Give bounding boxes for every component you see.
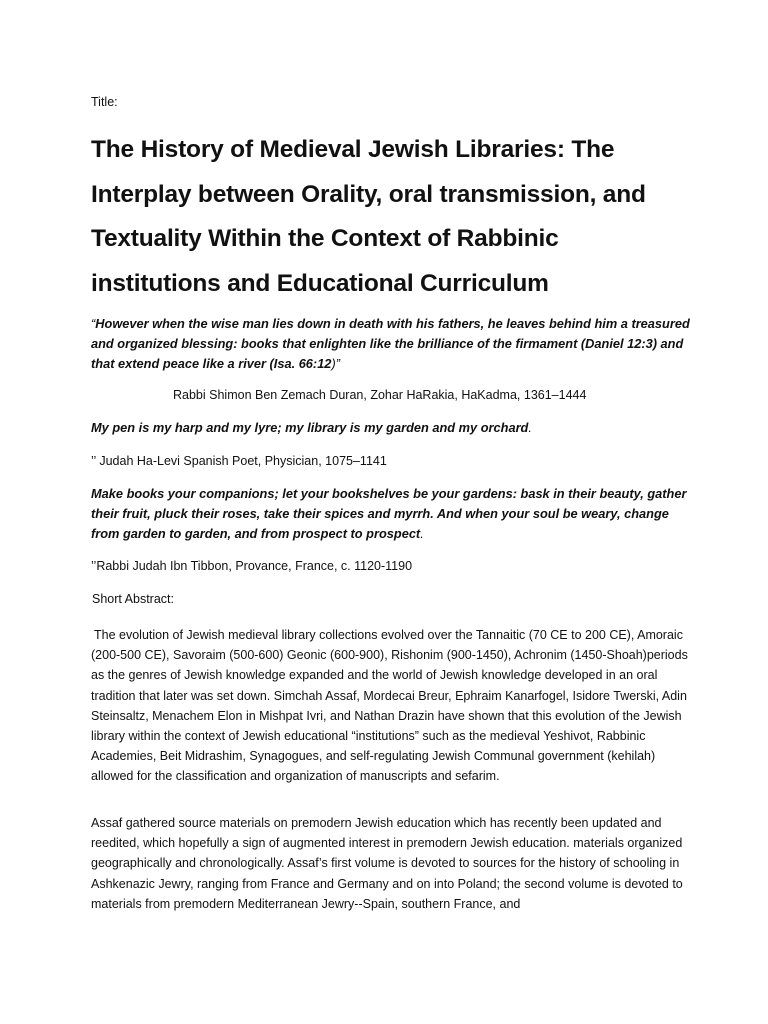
quote-1-text: However when the wise man lies down in death with his fathers, he leaves behind him a treasured and organized blessing: books that enlighten like the brilliance of the firmament (Daniel 12:3) and that extend peace like a river (Isa. 66:12 — [91, 316, 690, 371]
quote-1-close: )” — [331, 356, 340, 371]
quote-open-mark: “ — [91, 316, 96, 331]
abstract-paragraph-1: The evolution of Jewish medieval library collections evolved over the Tannaitic (70 CE to 200 CE), Amoraic (200-500 CE), Savoraim (500-600) Geonic (600-900), Rishonim (900-1450), Achronim (1450-Shoah)periods as the genres of Jewish knowledge expanded and the world of Jewish knowledge developed in an oral tradition that later was set down. Simchah Assaf, Mordecai Breur, Ephraim Kanarfogel, Isidore Twerski, Adin Steinsaltz, Menachem Elon in Mishpat Ivri, and Nathan Drazin have shown that this evolution of the Jewish library within the context of Jewish educational “institutions” such as the medieval Yeshivot, Rabbinic Academies, Beit Midrashim, Synagogues, and self-regulating Jewish Communal government (kehilah) allowed for the classification and organization of manuscripts and sefarim. — [91, 628, 688, 784]
abstract-paragraph-2: Assaf gathered source materials on premodern Jewish education which has recently been updated and reedited, which hopefully a sign of augmented interest in premodern Jewish education. materials organized geographically and chronologically. Assaf’s first volume is devoted to sources for the history of schooling in Ashkenazic Jewry, ranging from France and Germany and on into Poland; the second volume is devoted to materials from premodern Mediterranean Jewry--Spain, southern France, and — [91, 816, 683, 911]
quote-2-text: My pen is my harp and my lyre; my library is my garden and my orchard — [91, 420, 529, 435]
title-label: Title: — [91, 95, 118, 109]
abstract-heading: Short Abstract: — [92, 592, 174, 606]
quote-3-text: Make books your companions; let your bookshelves be your gardens: bask in their beauty, gather their fruit, pluck their roses, take their spices and myrrh. And when your soul be weary, change from garden to garden, and from prospect to prospect — [91, 486, 687, 541]
quote-3-close: . — [420, 526, 424, 541]
quote-1-attribution: Rabbi Shimon Ben Zemach Duran, Zohar HaRakia, HaKadma, 1361–1444 — [173, 388, 587, 402]
quote-3 — [91, 484, 691, 544]
quote-2-attribution: ’’ Judah Ha-Levi Spanish Poet, Physician, 1075–1141 — [91, 454, 387, 468]
quote-2-close: . — [528, 420, 532, 435]
document-title: The History of Medieval Jewish Libraries: The Interplay between Orality, oral transmission, and Textuality Within the Context of Rabbinic institutions and Educational Curriculum — [91, 136, 646, 297]
quote-3-attribution: ’’Rabbi Judah Ibn Tibbon, Provance, France, c. 1120-1190 — [91, 559, 413, 573]
quote-2 — [91, 418, 691, 438]
quote-1 — [91, 314, 691, 374]
